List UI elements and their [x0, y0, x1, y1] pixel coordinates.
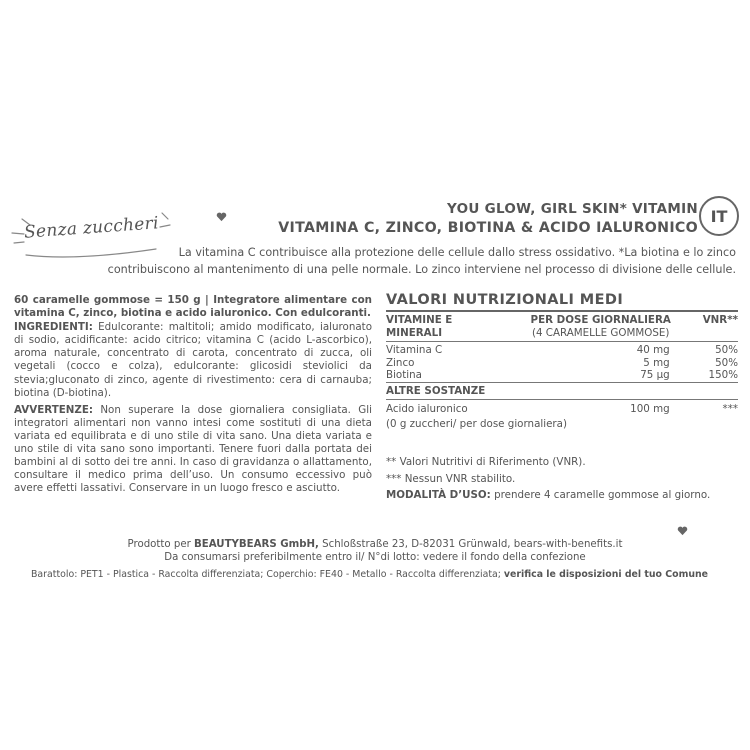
col-header-dose-sub: (4 CARAMELLE GOMMOSE) [531, 326, 670, 339]
table-row [386, 369, 738, 382]
row-amount: 40 mg [636, 344, 670, 357]
producer-line [0, 539, 750, 550]
row-name: Acido ialuronico [386, 402, 468, 415]
warnings-text: Non superare la dose giornaliera consigliata. Gli integratori alimentari non vanno intesi come sostituti di una dieta variata ed equilibrata e di uno stile di vita sano. Una dieta variata e uno stile di vita sano sono importanti. Tenere fuori dalla portata dei bambini al di sotto dei tre anni. In caso di gravidanza o allattamento, consultare il medico prima dell’uso. Un consumo eccessivo può avere effetti lassativi. Conservare in un luogo fresco e asciutto. [14, 403, 372, 495]
table-row [386, 399, 738, 415]
country-badge: IT [699, 196, 739, 236]
nutrition-panel [386, 292, 738, 502]
heart-icon [216, 212, 227, 222]
intro-line-1: La vitamina C contribuisce alla protezione delle cellule dallo stress ossidativo. *La biotina e lo zinco [178, 246, 736, 259]
sugar-free-badge: Senza zuccheri [23, 213, 160, 243]
intro-line-2: contribuiscono al mantenimento di una pelle normale. Lo zinco interviene nel processo di divisione delle cellule. [107, 263, 736, 276]
row-amount: 100 mg [630, 402, 670, 415]
usage-label: MODALITÀ D’USO: [386, 488, 491, 501]
table-row [386, 342, 738, 357]
producer-prefix: Prodotto per [127, 539, 195, 550]
product-subtitle: VITAMINA C, ZINCO, BIOTINA & ACIDO IALURONICO [278, 220, 698, 236]
table-row [386, 357, 738, 370]
row-name: Vitamina C [386, 344, 443, 357]
no-vnr-footnote: *** Nessun VNR stabilito. [386, 472, 516, 485]
recycling-line [31, 569, 708, 580]
col-header-vnr: VNR** [682, 312, 738, 342]
row-amount: 5 mg [643, 356, 670, 369]
row-vnr: 50% [715, 356, 738, 369]
vnr-footnote: ** Valori Nutritivi di Riferimento (VNR). [386, 455, 586, 468]
recycling-note: verifica le disposizioni del tuo Comune [503, 569, 709, 580]
row-amount: 75 µg [520, 369, 682, 382]
warnings-label: AVVERTENZE: [14, 403, 94, 416]
ingredients-label: INGREDIENTI: [14, 321, 93, 334]
heart-icon [677, 526, 688, 536]
nutrition-title: VALORI NUTRIZIONALI MEDI [386, 292, 738, 312]
usage-text: prendere 4 caramelle gommose al giorno. [490, 488, 711, 501]
product-title: YOU GLOW, GIRL SKIN* VITAMIN [446, 201, 698, 217]
left-column [14, 294, 372, 495]
sugar-note: (0 g zuccheri/ per dose giornaliera) [386, 418, 567, 431]
col-header-dose: PER DOSE GIORNALIERA [530, 314, 671, 326]
other-substances-label: ALTRE SOSTANZE [386, 382, 738, 399]
col-header-vitamins-line1: VITAMINE E [386, 314, 453, 326]
company-address: Schloßstraße 23, D-82031 Grünwald, bears-with-benefits.it [318, 539, 623, 550]
row-vnr: 150% [682, 369, 738, 382]
nutrition-table [386, 312, 738, 431]
recycling-text: Barattolo: PET1 - Plastica - Raccolta differenziata; Coperchio: FE40 - Metallo - Raccolta differenziata; [31, 569, 504, 580]
product-description: 60 caramelle gommose = 150 g | Integratore alimentare con vitamina C, zinco, biotina e acido ialuronico. Con edulcoranti. [14, 294, 372, 320]
ingredients-text: Edulcorante: maltitoli; amido modificato, ialuronato di sodio, acidificante: acido citrico; vitamina C (acido L-ascorbico), aroma naturale, concentrato di carota, concentrato di zucca, oli vegetali (cocco e colza), edulcorante: glicosidi steviolici da stevia;gluconato di zinco, agente di rivestimento: cera di carnauba; biotina (D-biotina). [14, 321, 372, 399]
col-header-vitamins-line2: MINERALI [386, 326, 443, 339]
row-vnr: *** [722, 402, 738, 415]
row-name: Biotina [386, 369, 520, 382]
best-before-line: Da consumarsi preferibilmente entro il/ N°di lotto: vedere il fondo della confezione [164, 552, 586, 563]
row-name: Zinco [386, 356, 415, 369]
company-name: BEAUTYBEARS GmbH, [194, 539, 319, 550]
row-vnr: 50% [715, 344, 738, 357]
